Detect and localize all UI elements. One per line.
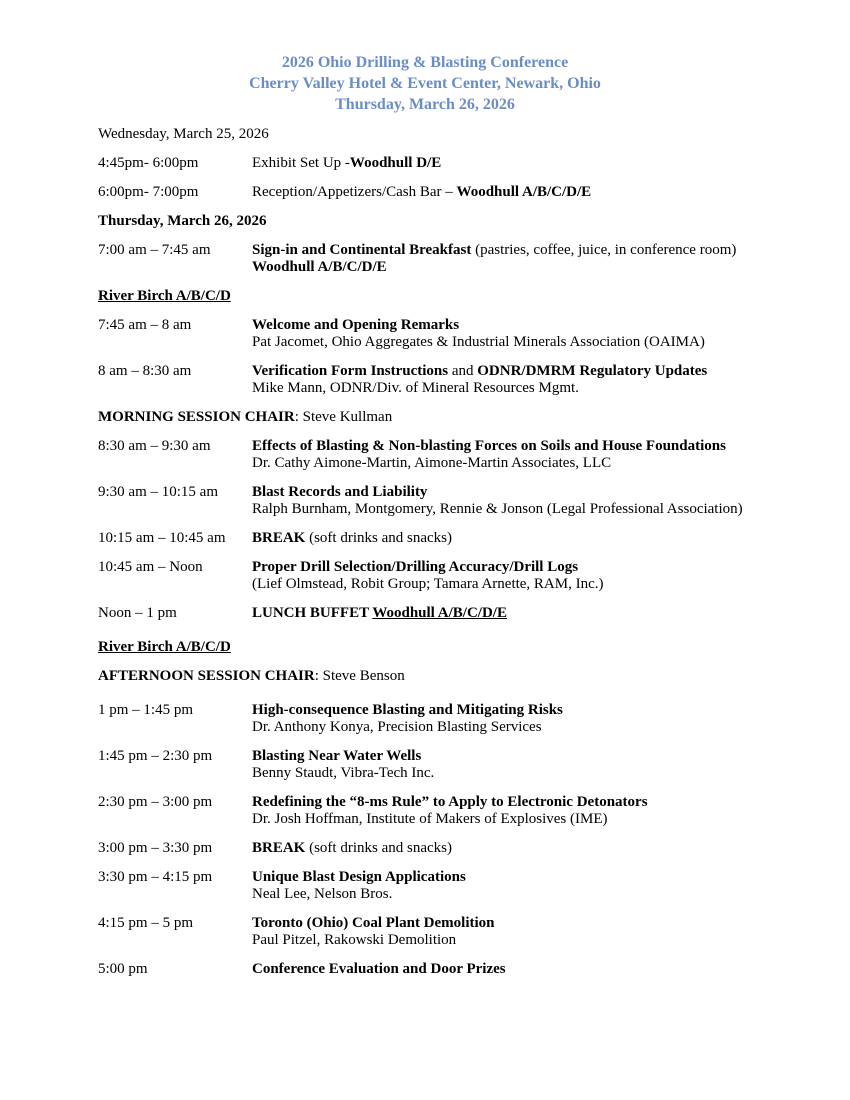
text-segment: Dr. Cathy Aimone-Martin, Aimone-Martin Associates, LLC — [252, 455, 612, 471]
session-description — [252, 605, 752, 622]
schedule-entry — [98, 184, 752, 201]
description-line — [252, 719, 752, 736]
description-line — [252, 380, 752, 397]
text-segment: Reception/Appetizers/Cash Bar – — [252, 184, 457, 200]
text-segment: AFTERNOON SESSION CHAIR — [98, 668, 315, 684]
text-segment: Woodhull D/E — [349, 155, 442, 171]
time-cell: Noon – 1 pm — [98, 605, 177, 621]
heading-line — [98, 126, 752, 143]
time-cell: 4:15 pm – 5 pm — [98, 915, 194, 931]
text-segment: Woodhull A/B/C/D/E — [456, 184, 592, 200]
description-line — [252, 915, 752, 932]
schedule-entry — [98, 961, 752, 978]
text-segment: BREAK — [252, 840, 306, 856]
time-cell: 7:00 am – 7:45 am — [98, 242, 211, 258]
title-line-date: Thursday, March 26, 2026 — [335, 96, 515, 113]
description-line — [252, 794, 752, 811]
time-cell: 1 pm – 1:45 pm — [98, 702, 194, 718]
session-description — [252, 317, 752, 351]
text-segment: Exhibit Set Up - — [252, 155, 350, 171]
description-line — [252, 530, 752, 547]
description-line — [252, 886, 752, 903]
description-line — [252, 184, 752, 201]
text-segment: Effects of Blasting & Non-blasting Forces on Soils and House Foundations — [252, 438, 726, 454]
description-line — [252, 363, 752, 380]
session-description — [252, 530, 752, 547]
description-line — [252, 932, 752, 949]
time-cell: 6:00pm- 7:00pm — [98, 184, 199, 200]
heading-line — [98, 409, 752, 426]
title-line-venue: Cherry Valley Hotel & Event Center, Newark, Ohio — [249, 75, 601, 92]
time-cell: 2:30 pm – 3:00 pm — [98, 794, 213, 810]
time-cell: 9:30 am – 10:15 am — [98, 484, 218, 500]
description-line — [252, 501, 752, 518]
time-cell: 10:15 am – 10:45 am — [98, 530, 226, 546]
schedule-entry — [98, 794, 752, 828]
session-description — [252, 484, 752, 518]
text-segment: Dr. Anthony Konya, Precision Blasting Services — [252, 719, 542, 735]
schedule-entry — [98, 530, 752, 547]
heading-line — [98, 668, 752, 685]
text-segment: Conference Evaluation and Door Prizes — [252, 961, 506, 977]
text-segment: Blast Records and Liability — [252, 484, 428, 500]
text-segment: Toronto (Ohio) Coal Plant Demolition — [252, 915, 495, 931]
text-segment: Wednesday, March 25, 2026 — [98, 126, 269, 142]
time-cell: 1:45 pm – 2:30 pm — [98, 748, 213, 764]
schedule-entry — [98, 915, 752, 949]
description-line — [252, 811, 752, 828]
text-segment: Woodhull A/B/C/D/E — [372, 605, 507, 621]
text-segment: Welcome and Opening Remarks — [252, 317, 460, 333]
text-segment: MORNING SESSION CHAIR — [98, 409, 295, 425]
text-segment: : Steve Kullman — [294, 409, 393, 425]
section-heading — [98, 639, 752, 656]
session-description — [252, 915, 752, 949]
session-description — [252, 961, 752, 978]
text-segment: Verification Form Instructions — [252, 363, 449, 379]
time-cell: 5:00 pm — [98, 961, 148, 977]
section-heading — [98, 126, 752, 143]
time-cell: 10:45 am – Noon — [98, 559, 203, 575]
description-line — [252, 317, 752, 334]
description-line — [252, 605, 752, 622]
session-description — [252, 184, 752, 201]
text-segment: : Steve Benson — [314, 668, 405, 684]
session-description — [252, 840, 752, 857]
schedule-entry — [98, 484, 752, 518]
session-description — [252, 702, 752, 736]
session-description — [252, 794, 752, 828]
time-cell: 7:45 am – 8 am — [98, 317, 192, 333]
session-description — [252, 869, 752, 903]
schedule-entry — [98, 242, 752, 276]
description-line — [252, 334, 752, 351]
schedule-entry — [98, 748, 752, 782]
text-segment: (Lief Olmstead, Robit Group; Tamara Arnette, RAM, Inc.) — [252, 576, 604, 592]
text-segment: Benny Staudt, Vibra-Tech Inc. — [252, 765, 435, 781]
text-segment: Pat Jacomet, Ohio Aggregates & Industrial Minerals Association (OAIMA) — [252, 334, 705, 350]
schedule-entry — [98, 438, 752, 472]
time-cell: 8 am – 8:30 am — [98, 363, 192, 379]
section-heading — [98, 288, 752, 305]
text-segment: BREAK — [252, 530, 306, 546]
schedule-entry — [98, 317, 752, 351]
time-cell: 3:30 pm – 4:15 pm — [98, 869, 213, 885]
text-segment: River Birch A/B/C/D — [98, 639, 231, 655]
time-cell: 8:30 am – 9:30 am — [98, 438, 211, 454]
text-segment: Neal Lee, Nelson Bros. — [252, 886, 393, 902]
text-segment: (soft drinks and snacks) — [305, 530, 452, 546]
description-line — [252, 155, 752, 172]
schedule-entry — [98, 702, 752, 736]
schedule-entry — [98, 155, 752, 172]
text-segment: Blasting Near Water Wells — [252, 748, 422, 764]
title-line-conference: 2026 Ohio Drilling & Blasting Conference — [281, 54, 569, 71]
schedule — [98, 126, 752, 978]
description-line — [252, 484, 752, 501]
text-segment: Woodhull A/B/C/D/E — [252, 259, 387, 275]
text-segment: and — [448, 363, 478, 379]
text-segment: River Birch A/B/C/D — [98, 288, 231, 304]
description-line — [252, 438, 752, 455]
text-segment: (soft drinks and snacks) — [305, 840, 452, 856]
text-segment: Ralph Burnham, Montgomery, Rennie & Jonson (Legal Professional Association) — [252, 501, 743, 517]
text-segment: (pastries, coffee, juice, in conference room) — [471, 242, 737, 258]
time-cell: 4:45pm- 6:00pm — [98, 155, 199, 171]
description-line — [252, 455, 752, 472]
document-title — [98, 52, 752, 115]
description-line — [252, 961, 752, 978]
text-segment: Sign-in and Continental Breakfast — [252, 242, 472, 258]
text-segment: Mike Mann, ODNR/Div. of Mineral Resources Mgmt. — [252, 380, 579, 396]
section-heading — [98, 668, 752, 685]
text-segment: ODNR/DMRM Regulatory Updates — [477, 363, 708, 379]
description-line — [252, 748, 752, 765]
section-heading — [98, 409, 752, 426]
section-heading — [98, 213, 752, 230]
text-segment: High-consequence Blasting and Mitigating Risks — [252, 702, 563, 718]
description-line — [252, 576, 752, 593]
description-line — [252, 242, 752, 259]
text-segment: LUNCH BUFFET — [252, 605, 373, 621]
text-segment: Redefining the “8-ms Rule” to Apply to Electronic Detonators — [252, 794, 648, 810]
text-segment: Thursday, March 26, 2026 — [98, 213, 267, 229]
heading-line — [98, 213, 752, 230]
text-segment: Proper Drill Selection/Drilling Accuracy/Drill Logs — [252, 559, 579, 575]
session-description — [252, 155, 752, 172]
session-description — [252, 242, 752, 276]
schedule-entry — [98, 605, 752, 622]
description-line — [252, 869, 752, 886]
text-segment: Unique Blast Design Applications — [252, 869, 466, 885]
description-line — [252, 765, 752, 782]
schedule-entry — [98, 869, 752, 903]
session-description — [252, 559, 752, 593]
heading-line — [98, 639, 752, 656]
session-description — [252, 748, 752, 782]
time-cell: 3:00 pm – 3:30 pm — [98, 840, 213, 856]
session-description — [252, 438, 752, 472]
description-line — [252, 702, 752, 719]
schedule-entry — [98, 840, 752, 857]
description-line — [252, 840, 752, 857]
text-segment: Paul Pitzel, Rakowski Demolition — [252, 932, 457, 948]
text-segment: Dr. Josh Hoffman, Institute of Makers of Explosives (IME) — [252, 811, 608, 827]
schedule-entry — [98, 363, 752, 397]
description-line — [252, 559, 752, 576]
description-line — [252, 259, 752, 276]
heading-line — [98, 288, 752, 305]
session-description — [252, 363, 752, 397]
schedule-entry — [98, 559, 752, 593]
